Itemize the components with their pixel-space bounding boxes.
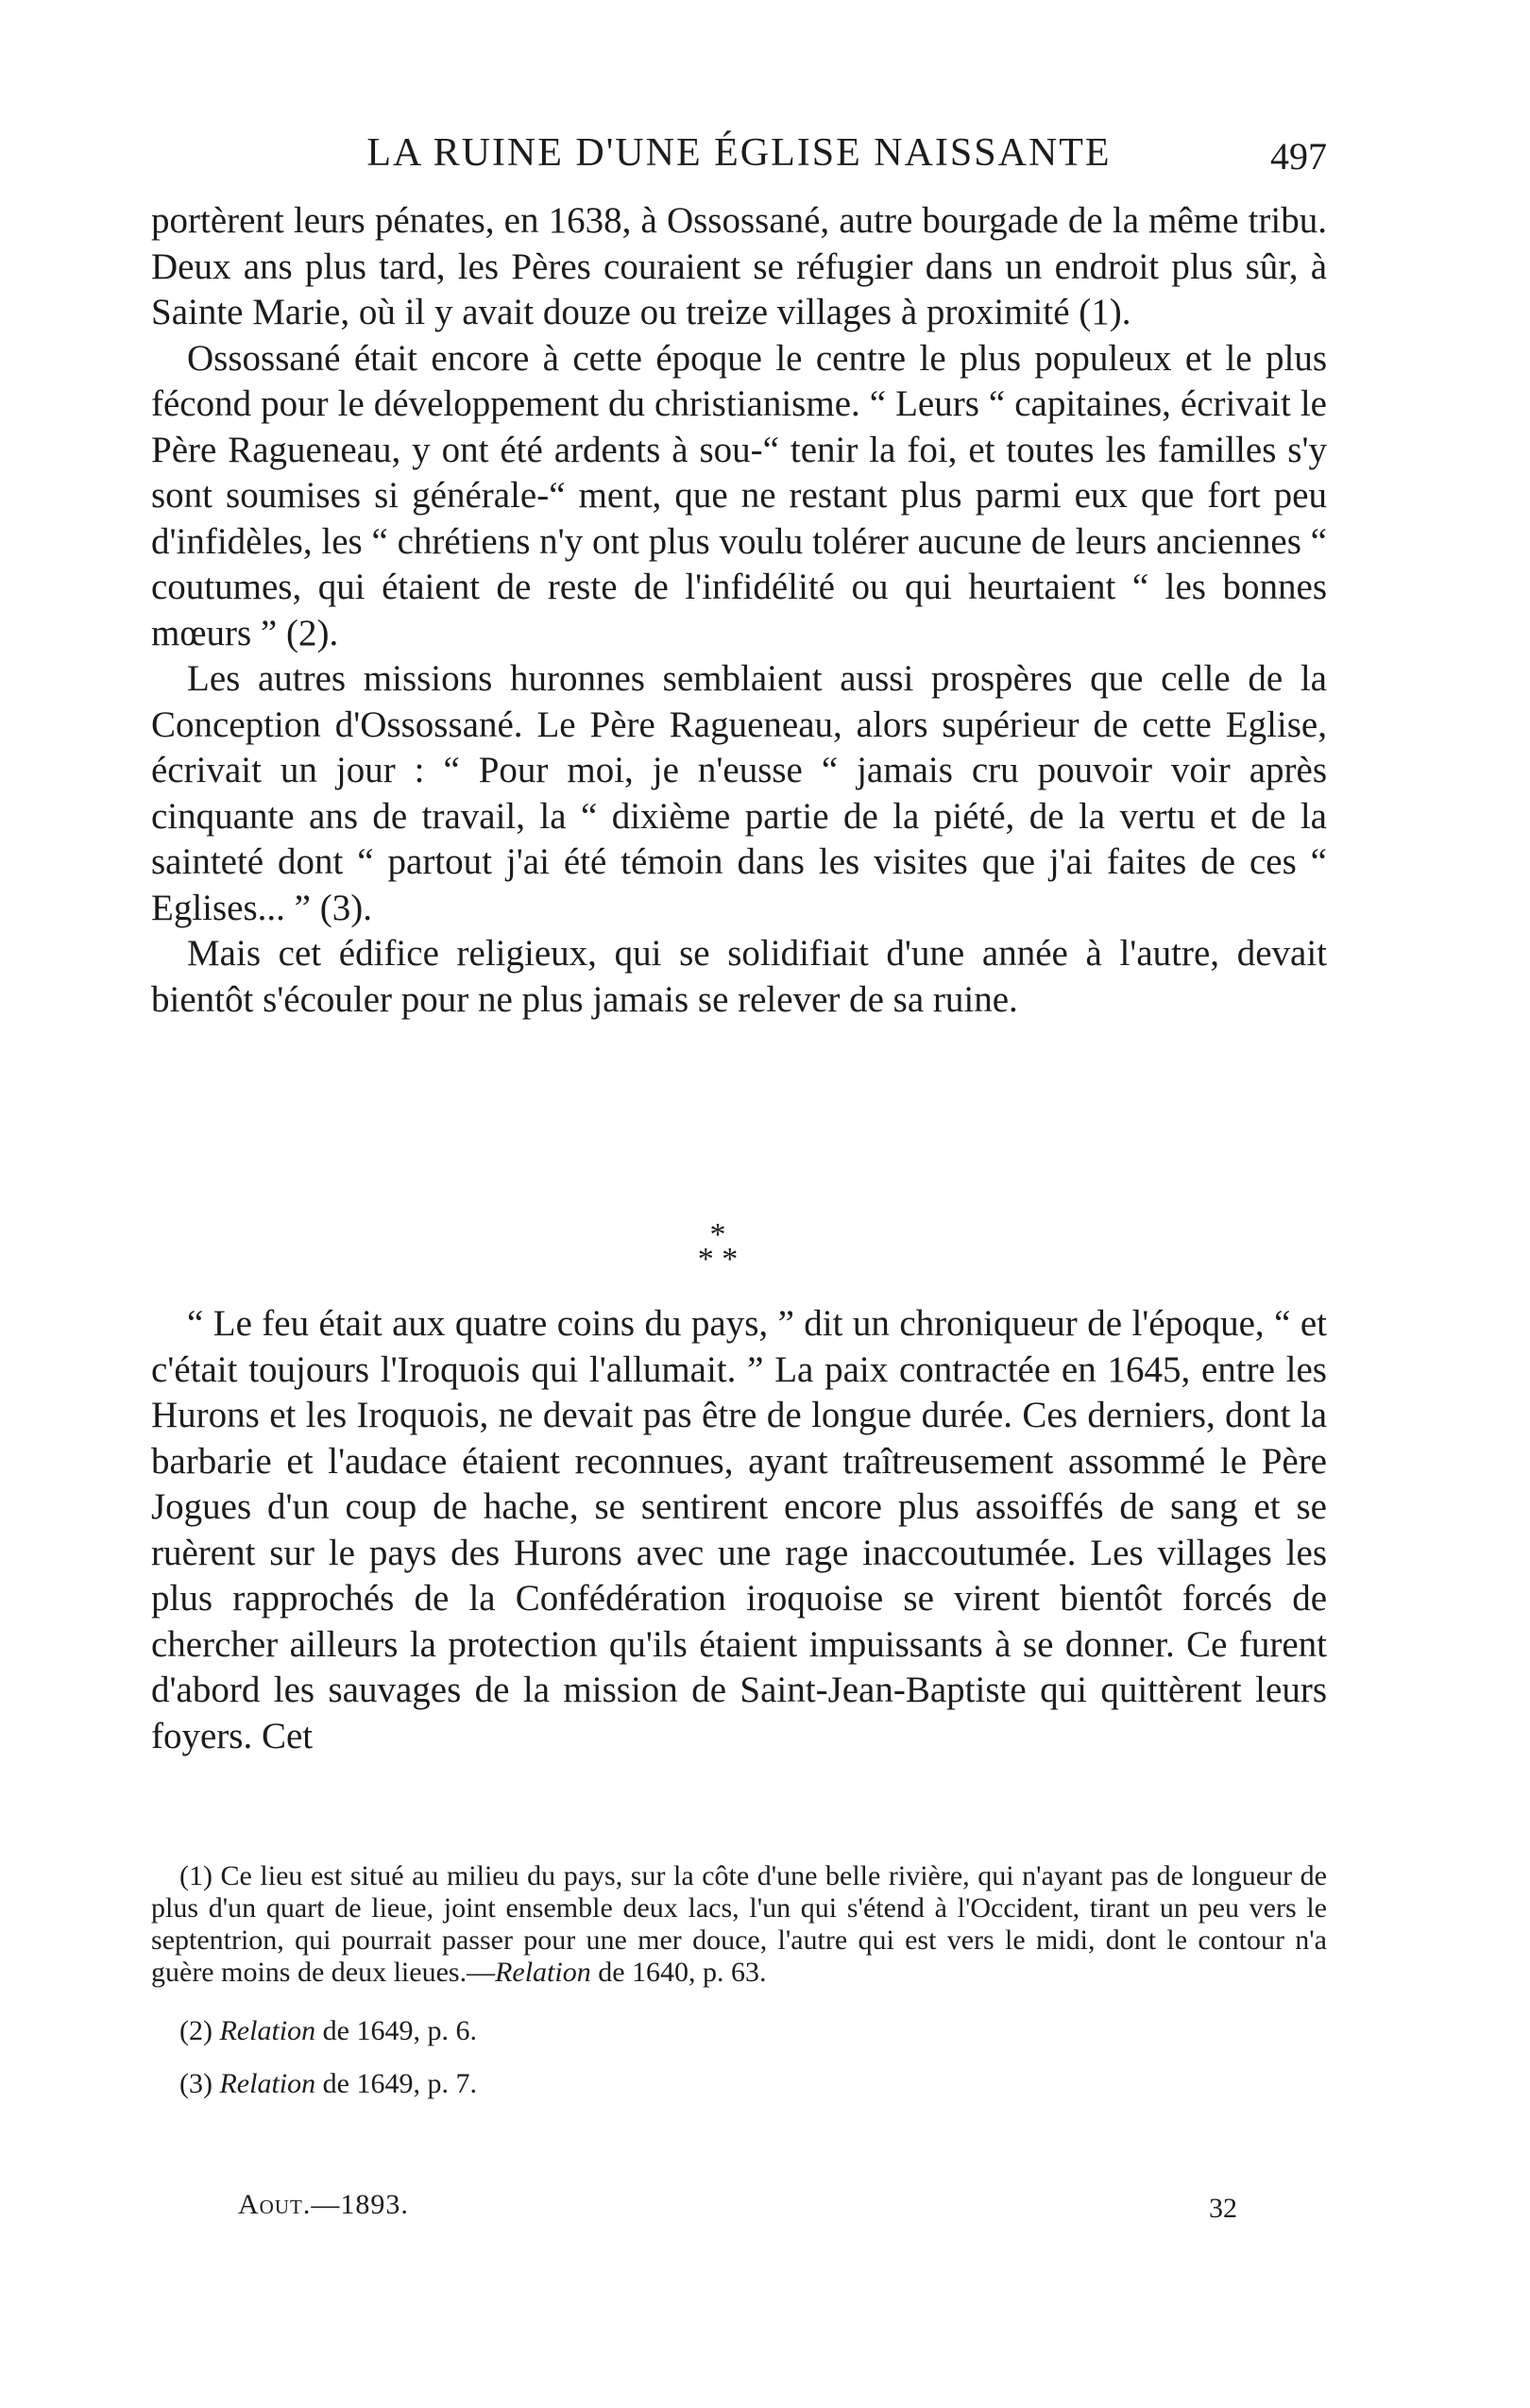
footnote-2-tail: de 1649, p. 6. — [315, 2015, 477, 2046]
body-text — [151, 198, 1327, 1023]
running-title: LA RUINE D'UNE ÉGLISE NAISSANTE — [366, 131, 1112, 175]
footnote-1-ref: Relation — [495, 1957, 591, 1988]
paragraph-edifice: Mais cet édifice religieux, qui se solidifiait d'une année à l'autre, devait bientôt s'écouler pour ne plus jamais se relever de sa ruine. — [151, 933, 1327, 1020]
footnote-1-text: (1) Ce lieu est situé au milieu du pays, sur la côte d'une belle rivière, qui n'ayant pas de longueur de plus d'un quart de lieue, joint ensemble deux lacs, l'un qui s'étend à l'Occident, tirant un peu vers le septentrion, qui pourrait passer pour une mer douce, l'autre qui est vers le midi, dont le contour n'a guère moins de deux lieues.— — [151, 1860, 1327, 1988]
footnote-3-tail: de 1649, p. 7. — [315, 2068, 477, 2099]
page-number: 497 — [1270, 135, 1327, 178]
footnote-1-tail: de 1640, p. 63. — [590, 1957, 767, 1988]
issue-signature: Aout.—1893. — [238, 2189, 409, 2220]
asterism-bottom: * * — [697, 1242, 739, 1277]
paragraph-war: “ Le feu était aux quatre coins du pays, ” dit un chroniqueur de l'époque, “ et c'était toujours l'Iroquois qui l'allumait. ” La paix contractée en 1645, entre les Hurons et les Iroquois, ne devait pas être de longue durée. Ces derniers, dont la barbarie et l'audace étaient reconnues, ayant traîtreusement assommé le Père Jogues d'un coup de hache, se sentirent encore plus assoiffés de sang et se ruèrent sur le pays des Hurons avec une rage inaccoutumée. Les villages les plus rapprochés de la Confédération iroquoise se virent bientôt forcés de chercher ailleurs la protection qu'ils étaient impuissants à se donner. Ce furent d'abord les sauvages de la mission de Saint-Jean-Baptiste qui quittèrent leurs foyers. Cet — [151, 1303, 1327, 1756]
footnotes — [151, 1860, 1327, 2121]
section-text — [151, 1301, 1327, 1759]
paragraph-missions: Les autres missions huronnes semblaient aussi prospères que celle de la Conception d'Ossossané. Le Père Ragueneau, alors supérieur de cette Eglise, écrivait un jour : “ Pour moi, je n'eusse “ jamais cru pouvoir voir après cinquante ans de travail, la “ dixième partie de la piété, de la vertu et de la sainteté dont “ partout j'ai été témoin dans les visites que j'ai faites de ces “ Eglises... ” (3). — [151, 658, 1327, 928]
paragraph-ossossane: Ossossané était encore à cette époque le centre le plus populeux et le plus fécond pour le développement du christianisme. “ Leurs “ capitaines, écrivait le Père Ragueneau, y ont été ardents à sou-“ tenir la foi, et toutes les familles s'y sont soumises si générale-“ ment, que ne restant plus parmi eux que fort peu d'infidèles, les “ chrétiens n'y ont plus voulu tolérer aucune de leurs anciennes “ coutumes, qui étaient de reste de l'infidélité ou qui heurtaient “ les bonnes mœurs ” (2). — [151, 337, 1327, 653]
footnote-3 — [151, 2068, 1327, 2100]
footnote-2 — [151, 2015, 1327, 2047]
footnote-1 — [151, 1860, 1327, 1989]
paragraph-continuation: portèrent leurs pénates, en 1638, à Ossossané, autre bourgade de la même tribu. Deux ans plus tard, les Pères couraient se réfugier dans un endroit plus sûr, à Sainte Marie, où il y avait douze ou treize villages à proximité (1). — [151, 200, 1327, 332]
sheet-number: 32 — [1209, 2193, 1237, 2224]
footnote-2-num: (2) — [179, 2015, 220, 2046]
asterism-top: * — [709, 1217, 726, 1252]
footnote-3-num: (3) — [179, 2068, 220, 2099]
footnote-3-ref: Relation — [219, 2068, 316, 2099]
asterism-divider — [661, 1217, 774, 1289]
running-head — [151, 130, 1327, 178]
footnote-2-ref: Relation — [219, 2015, 316, 2046]
signature-line — [151, 2189, 1327, 2227]
